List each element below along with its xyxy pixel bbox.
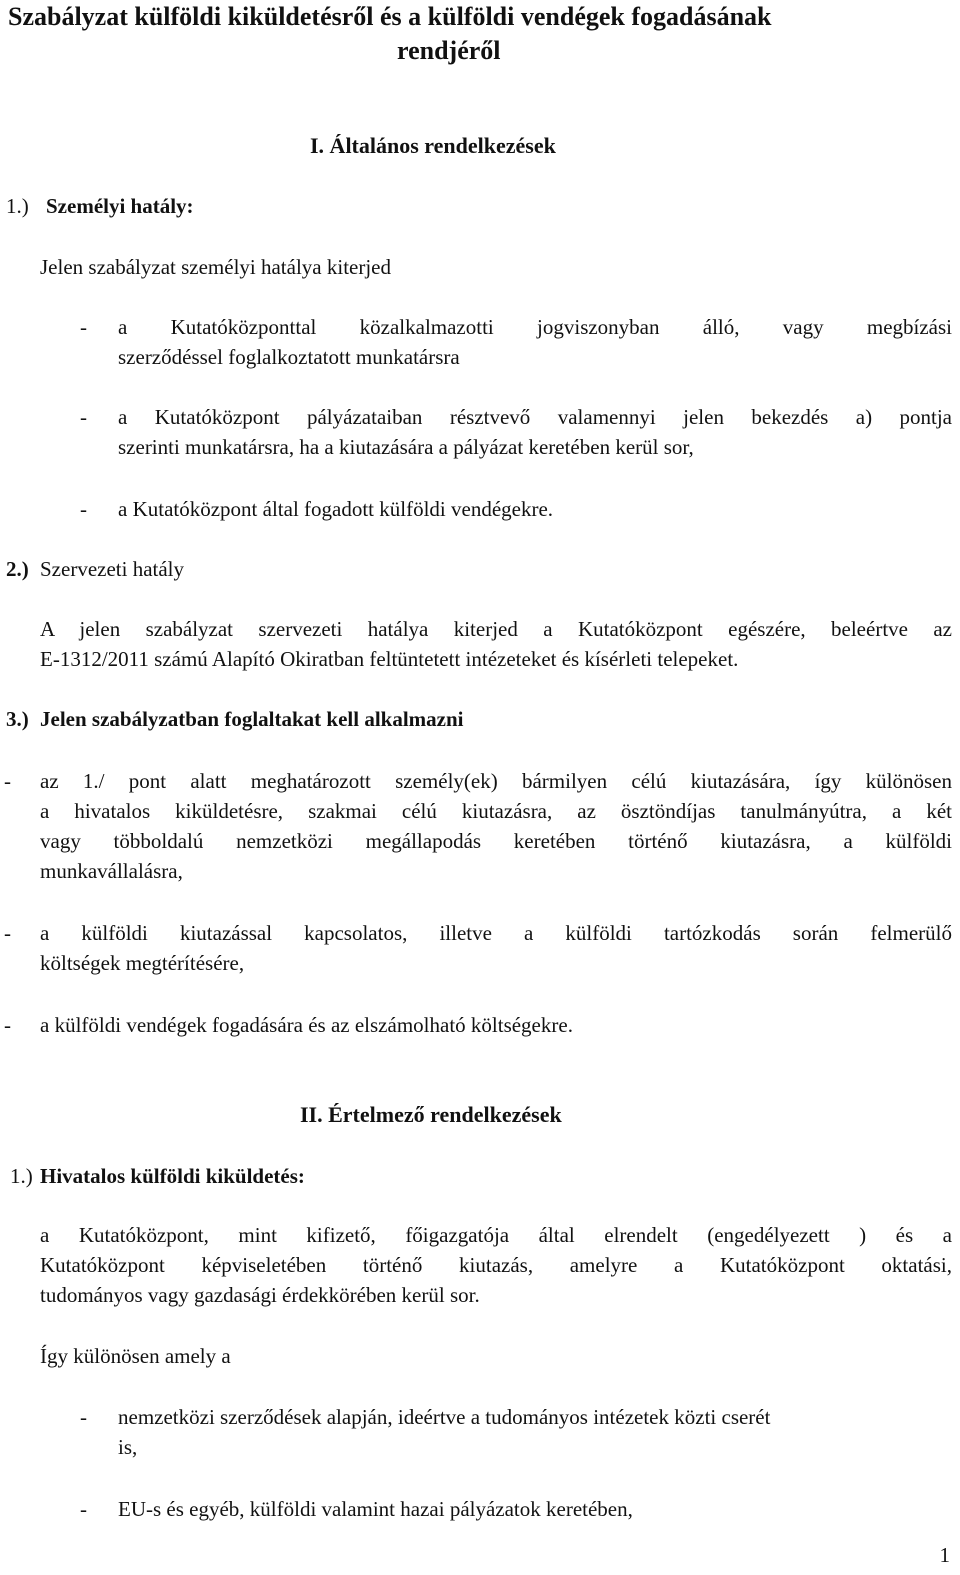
official-mission-line: tudományos vagy gazdasági érdekkörében kerül sor. bbox=[40, 1283, 480, 1307]
mission-type-line: EU-s és egyéb, külföldi valamint hazai pályázatok keretében, bbox=[118, 1497, 633, 1521]
application-item-line: az 1./ pont alatt meghatározott személy(ek) bármilyen célú kiutazására, így különösen bbox=[40, 769, 952, 793]
list-item-line: a Kutatóközpont pályázataiban résztvevő valamennyi jelen bekezdés a) pontja bbox=[118, 405, 952, 429]
organisational-scope-line: A jelen szabályzat szervezeti hatálya kiterjed a Kutatóközpont egészére, beleértve az bbox=[40, 617, 952, 641]
page-number: 1 bbox=[939, 1543, 950, 1567]
official-mission-line: a Kutatóközpont, mint kifizető, főigazgatója által elrendelt (engedélyezett ) és a bbox=[40, 1223, 952, 1247]
section-1-p1-heading bbox=[46, 191, 194, 221]
list-dash: - bbox=[80, 1405, 87, 1429]
list-dash: - bbox=[80, 1497, 87, 1521]
application-item-line: a külföldi kiutazással kapcsolatos, illetve a külföldi tartózkodás során felmerülő bbox=[40, 921, 952, 945]
document-title-line-1: Szabályzat külföldi kiküldetésről és a külföldi vendégek fogadásának bbox=[8, 2, 772, 31]
application-item-line: költségek megtérítésére, bbox=[40, 951, 245, 975]
mission-type-line: nemzetközi szerződések alapján, ideértve a tudományos intézetek közti cserét bbox=[118, 1405, 771, 1429]
mission-type-line: is, bbox=[118, 1435, 138, 1459]
list-dash: - bbox=[4, 1013, 11, 1037]
section-1-p3-number: 3.) bbox=[6, 707, 29, 731]
list-item-line: szerinti munkatársra, ha a kiutazására a pályázat keretében kerül sor, bbox=[118, 435, 694, 459]
organisational-scope-heading: Szervezeti hatály bbox=[40, 557, 185, 581]
list-dash: - bbox=[4, 921, 11, 945]
section-1-p1-number: 1.) bbox=[6, 194, 29, 218]
list-dash: - bbox=[80, 315, 87, 339]
application-item-line: munkavállalásra, bbox=[40, 859, 183, 883]
application-item-line: vagy többoldalú nemzetközi megállapodás keretében történő kiutazásra, a külföldi bbox=[40, 829, 952, 853]
list-dash: - bbox=[4, 769, 11, 793]
list-item-line: a Kutatóközponttal közalkalmazotti jogviszonyban álló, vagy megbízási bbox=[118, 315, 952, 339]
application-item-line: a hivatalos kiküldetésre, szakmai célú kiutazásra, az ösztöndíjas tanulmányútra, a két bbox=[40, 799, 952, 823]
section-2-p1-number: 1.) bbox=[10, 1164, 33, 1188]
list-dash: - bbox=[80, 497, 87, 521]
personal-scope-heading: Személyi hatály: bbox=[46, 194, 194, 218]
section-2-heading: II. Értelmező rendelkezések bbox=[300, 1102, 562, 1127]
organisational-scope-line: E-1312/2011 számú Alapító Okiratban feltüntetett intézeteket és kísérleti telepeket. bbox=[40, 647, 739, 671]
application-heading: Jelen szabályzatban foglaltakat kell alkalmazni bbox=[40, 707, 464, 731]
official-mission-heading: Hivatalos külföldi kiküldetés: bbox=[40, 1164, 305, 1188]
official-mission-line: Kutatóközpont képviseletében történő kiutazás, amelyre a Kutatóközpont oktatási, bbox=[40, 1253, 952, 1277]
official-mission-intro: Így különösen amely a bbox=[40, 1344, 231, 1368]
document-title-line-2: rendjéről bbox=[397, 36, 501, 65]
application-item-line: a külföldi vendégek fogadására és az elszámolható költségekre. bbox=[40, 1013, 573, 1037]
list-item-line: szerződéssel foglalkoztatott munkatársra bbox=[118, 345, 460, 369]
list-item-line: a Kutatóközpont által fogadott külföldi vendégekre. bbox=[118, 497, 554, 521]
section-1-heading: I. Általános rendelkezések bbox=[310, 133, 556, 158]
section-1-p2-number: 2.) bbox=[6, 557, 29, 581]
personal-scope-intro: Jelen szabályzat személyi hatálya kiterjed bbox=[40, 255, 392, 279]
list-dash: - bbox=[80, 405, 87, 429]
